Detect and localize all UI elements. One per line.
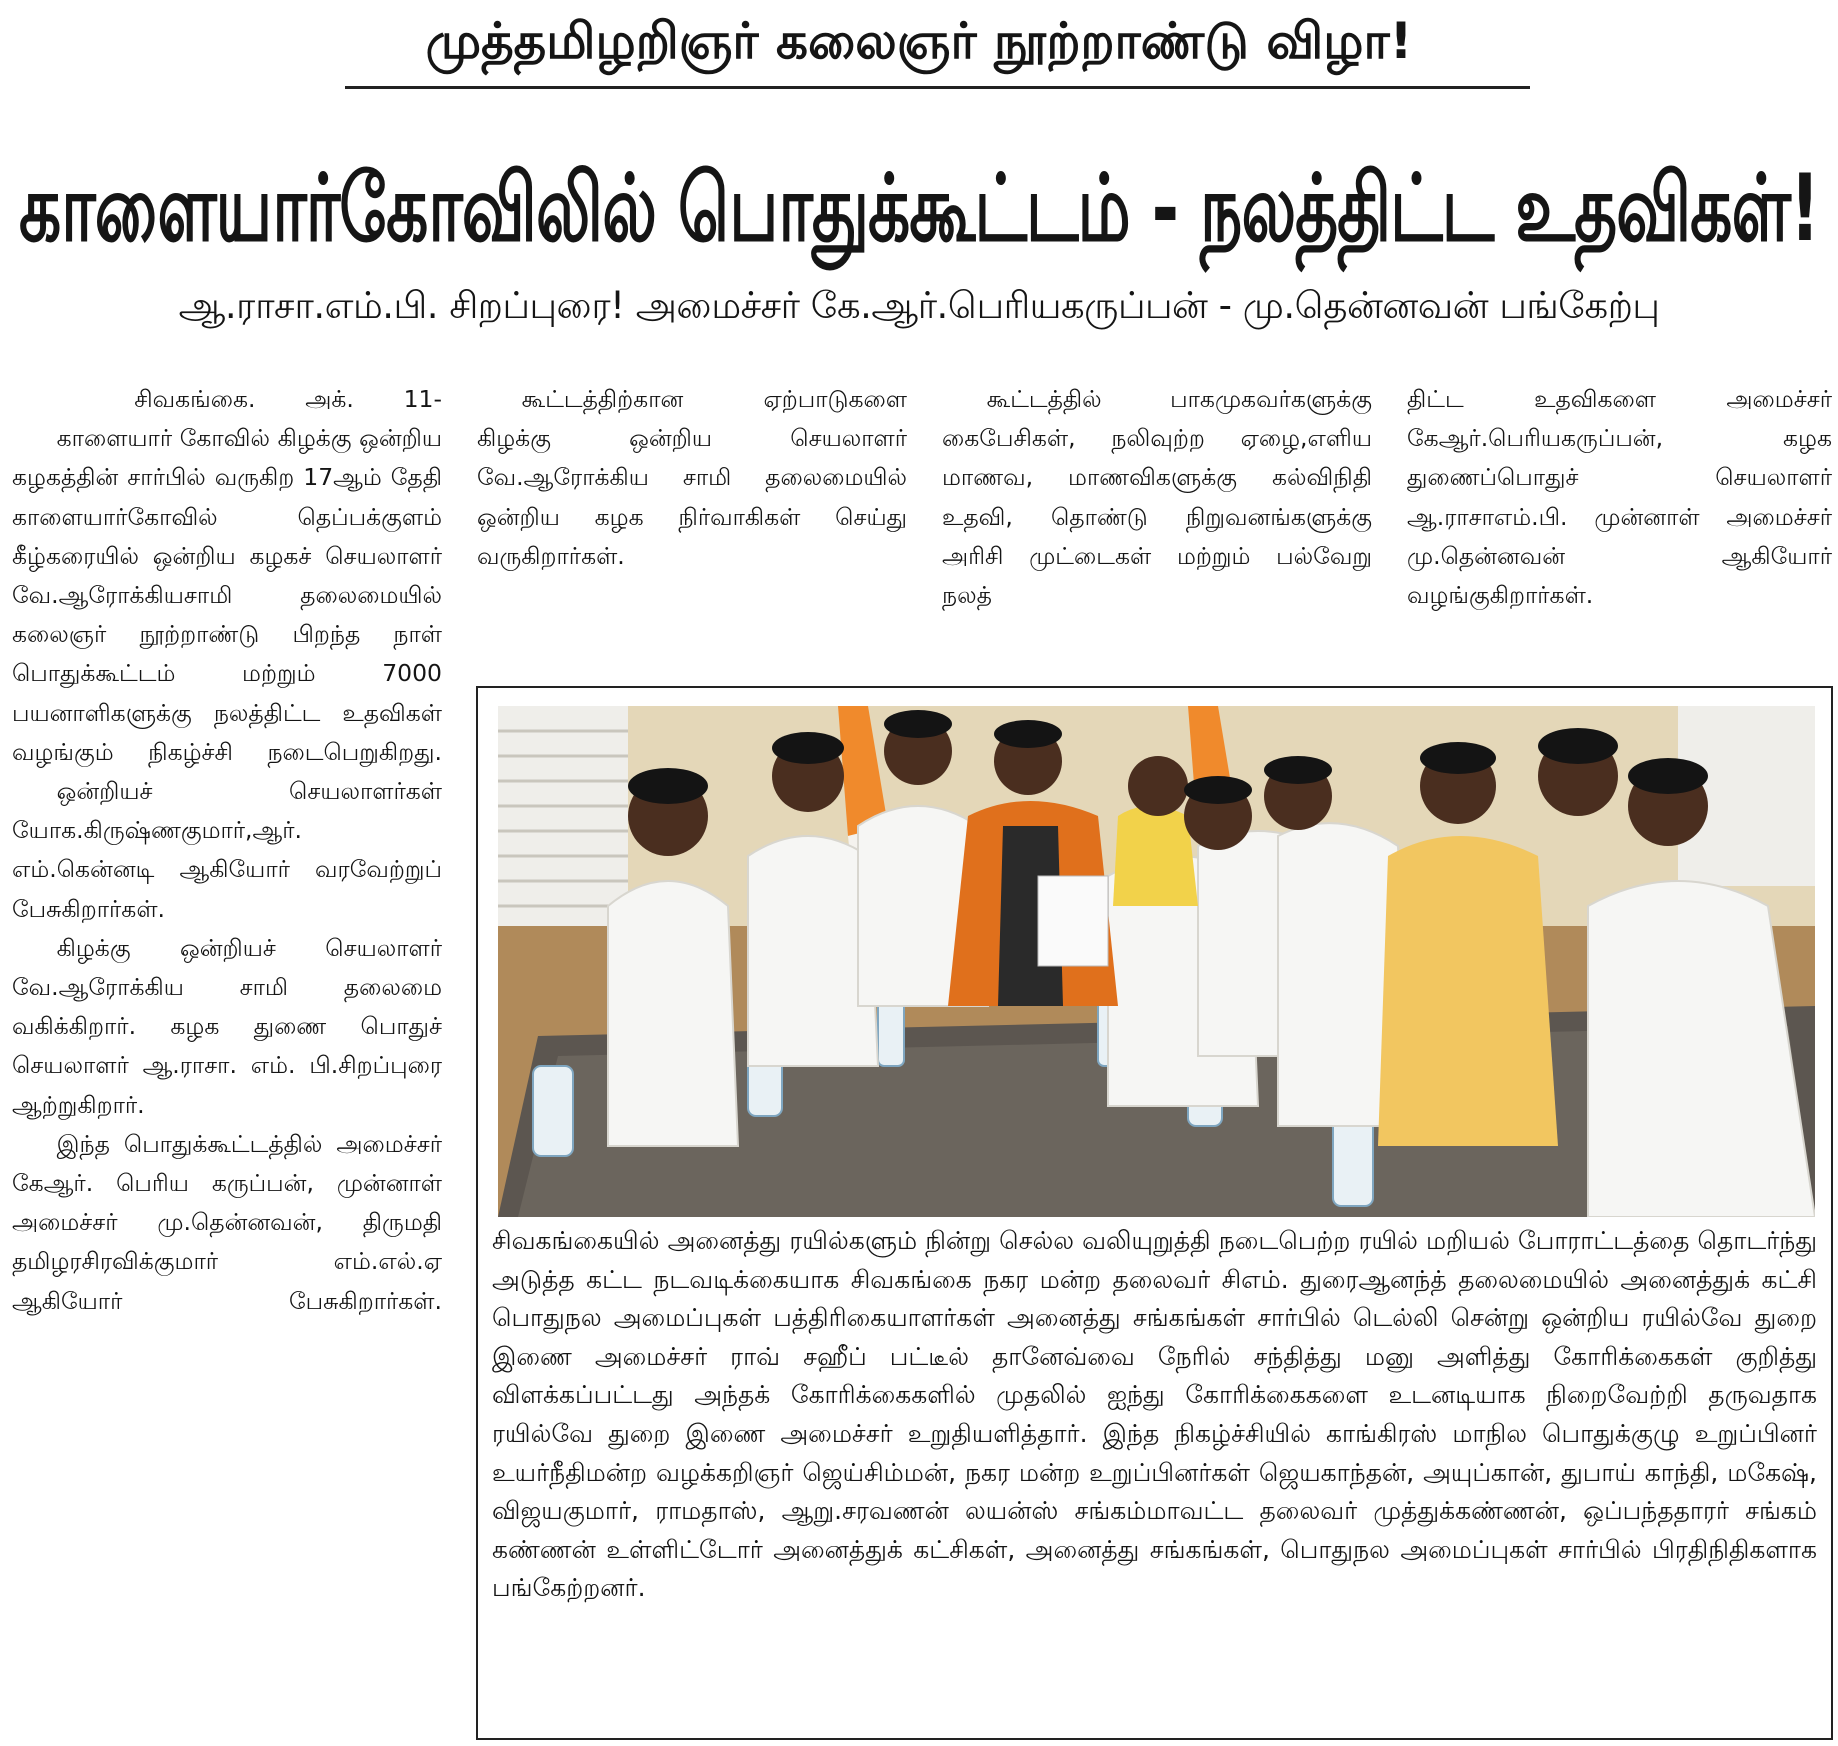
group-photo-illustration: [498, 706, 1815, 1217]
news-photo: [498, 706, 1815, 1217]
paragraph: இந்த பொதுக்கூட்டத்தில் அமைச்சர் கேஆர். பெரிய கருப்பன், முன்னாள் அமைச்சர் மு.தென்னவன், திருமதி தமிழரசிரவிக்குமார் எம்.எல்.ஏ ஆகியோர் பேசுகிறார்கள்.: [12, 1129, 442, 1315]
paragraph: கூட்டத்தில் பாகமுகவர்களுக்கு கைபேசிகள், நலிவுற்ற ஏழை,எளிய மாணவ, மாணவிகளுக்கு கல்விநிதி உதவி, தொண்டு நிறுவனங்களுக்கு அரிசி முட்டைகள் மற்றும் பல்வேறு நலத்: [942, 385, 1372, 610]
article-column-2: [477, 380, 907, 680]
article-column-1: [12, 380, 442, 1735]
kicker-headline: முத்தமிழறிஞர் கலைஞர் நூற்றாண்டு விழா!: [425, 12, 1413, 70]
main-headline: காளையார்கோவிலில் பொதுக்கூட்டம் - நலத்திட்ட உதவிகள்!: [18, 154, 1820, 263]
paragraph: திட்ட உதவிகளை அமைச்சர் கேஆர்.பெரியகருப்பன், கழக துணைப்பொதுச் செயலாளர் ஆ.ராசாஎம்.பி. முன்னாள் அமைச்சர் மு.தென்னவன் ஆகியோர் வழங்குகிறார்கள்.: [1407, 385, 1832, 610]
paragraph: கிழக்கு ஒன்றியச் செயலாளர் வே.ஆரோக்கிய சாமி தலைமை வகிக்கிறார். கழக துணை பொதுச் செயலாளர் ஆ.ராசா. எம். பி.சிறப்புரை ஆற்றுகிறார்.: [12, 933, 442, 1119]
photo-caption: சிவகங்கையில் அனைத்து ரயில்களும் நின்று செல்ல வலியுறுத்தி நடைபெற்ற ரயில் மறியல் போராட்டத்தை தொடர்ந்து அடுத்த கட்ட நடவடிக்கையாக சிவகங்கை நகர மன்ற தலைவர் சிஎம். துரைஆனந்த் தலைமையில் அனைத்துக் கட்சி பொதுநல அமைப்புகள் பத்திரிகையாளர்கள் அனைத்து சங்கங்கள் சார்பில் டெல்லி சென்று ஒன்றிய ரயில்வே துறை இணை அமைச்சர் ராவ் சஹீப் பட்டீல் தானேவ்வை நேரில் சந்தித்து மனு அளித்து கோரிக்கைகள் குறித்து விளக்கப்பட்டது அந்தக் கோரிக்கைகளில் முதலில் ஐந்து கோரிக்கைகளை உடனடியாக நிறைவேற்றி தருவதாக ரயில்வே துறை இணை அமைச்சர் உறுதியளித்தார். இந்த நிகழ்ச்சியில் காங்கிரஸ் மாநில பொதுக்குழு உறுப்பினர் உயர்நீதிமன்ற வழக்கறிஞர் ஜெய்சிம்மன், நகர மன்ற உறுப்பினர்கள் ஜெயகாந்தன், அயுப்கான், துபாய் காந்தி, மகேஷ், விஜயகுமார், ராமதாஸ், ஆறு.சரவணன் லயன்ஸ் சங்கம்மாவட்ட தலைவர் முத்துக்கண்ணன், ஒப்பந்ததாரர் சங்கம் கண்ணன் உள்ளிட்டோர் அனைத்துக் கட்சிகள், அனைத்து சங்கங்கள், பொதுநல அமைப்புகள் சார்பில் பிரதிநிதிகளாக பங்கேற்றனர்.: [492, 1226, 1817, 1603]
dateline: சிவகங்கை. அக். 11-: [134, 385, 442, 413]
paragraph: கூட்டத்திற்கான ஏற்பாடுகளை கிழக்கு ஒன்றிய செயலாளர் வே.ஆரோக்கிய சாமி தலைமையில் ஒன்றிய கழக நிர்வாகிகள் செய்து வருகிறார்கள்.: [477, 385, 907, 570]
sub-headline: ஆ.ராசா.எம்.பி. சிறப்புரை! அமைச்சர் கே.ஆர்.பெரியகருப்பன் - மு.தென்னவன் பங்கேற்பு: [178, 284, 1660, 327]
paragraph: ஒன்றியச் செயலாளர்கள் யோக.கிருஷ்ணகுமார்,ஆர். எம்.கென்னடி ஆகியோர் வரவேற்றுப் பேசுகிறார்கள்.: [12, 777, 442, 923]
photo-news-box: [476, 686, 1833, 1740]
kicker-underline: [345, 86, 1530, 89]
article-column-4: [1407, 380, 1832, 680]
paragraph: காளையார் கோவில் கிழக்கு ஒன்றிய கழகத்தின் சார்பில் வருகிற 17ஆம் தேதி காளையார்கோவில் தெப்பக்குளம் கீழ்கரையில் ஒன்றிய கழகச் செயலாளர் வே.ஆரோக்கியசாமி தலைமையில் கலைஞர் நூற்றாண்டு பிறந்த நாள் பொதுக்கூட்டம் மற்றும் 7000 பயனாளிகளுக்கு நலத்திட்ட உதவிகள் வழங்கும் நிகழ்ச்சி நடைபெறுகிறது.: [12, 424, 442, 766]
article-column-3: [942, 380, 1372, 680]
